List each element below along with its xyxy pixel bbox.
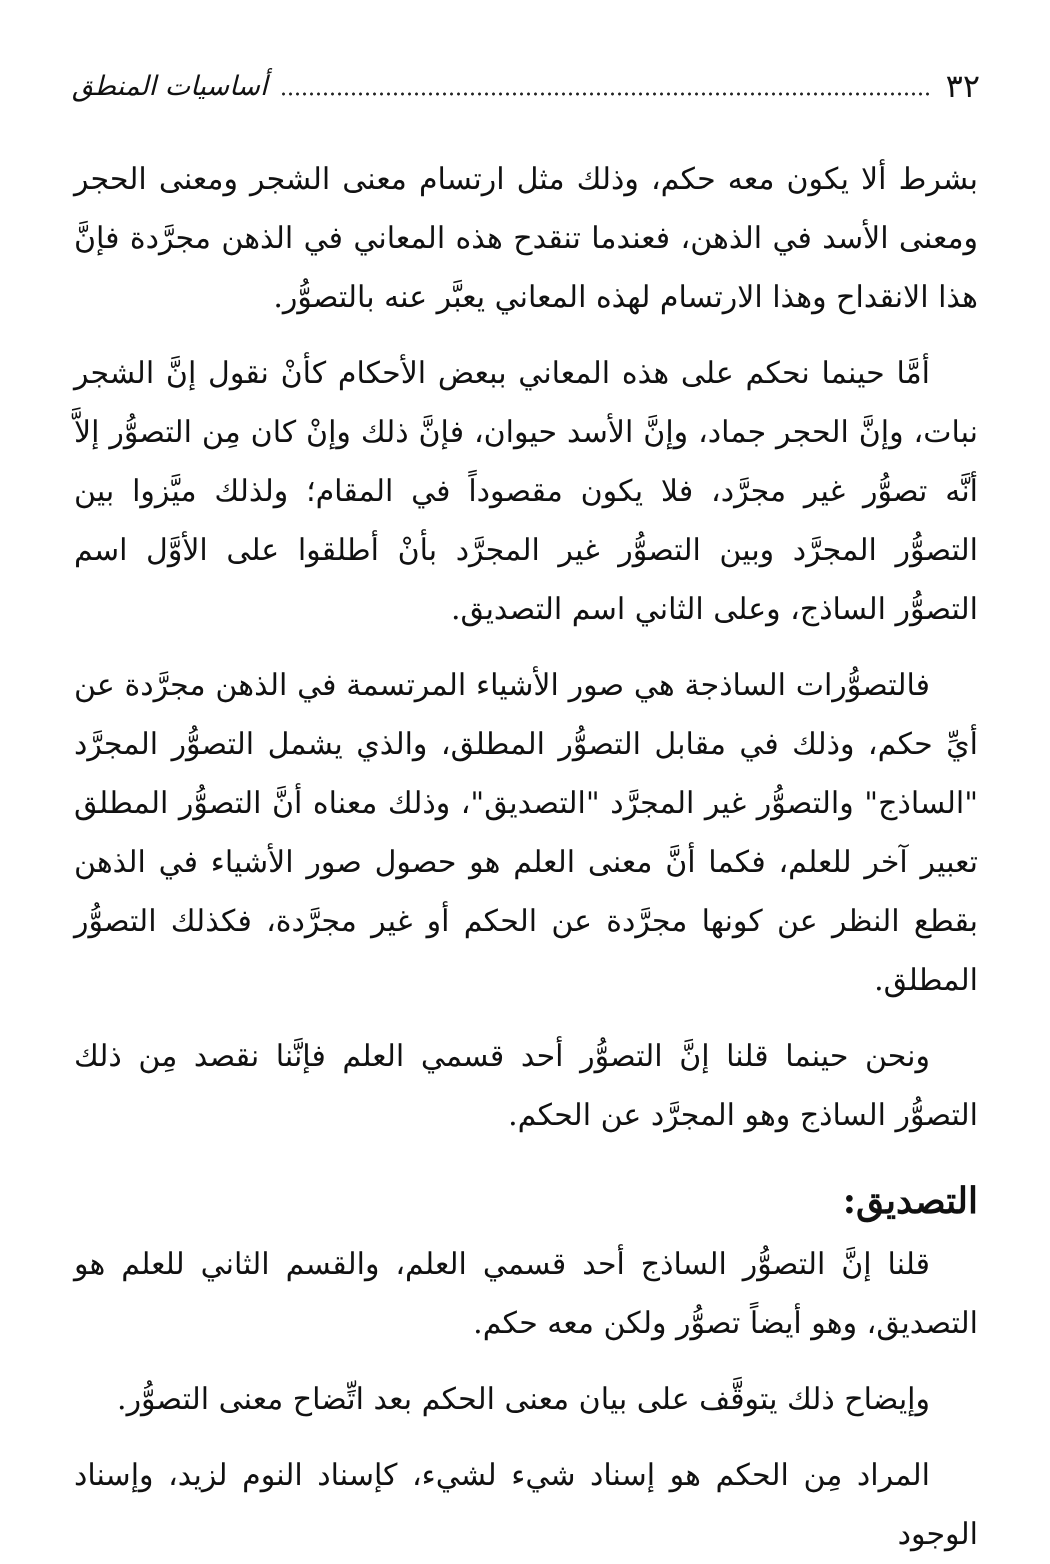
page-number: ٣٢	[945, 67, 980, 105]
paragraph-4: ونحن حينما قلنا إنَّ التصوُّر أحد قسمي العلم فإنَّنا نقصد مِن ذلك التصوُّر الساذج وهو المجرَّد عن الحكم.	[74, 1039, 978, 1133]
paragraph-5: قلنا إنَّ التصوُّر الساذج أحد قسمي العلم، والقسم الثاني للعلم هو التصديق، وهو أيضاً تصوُّر ولكن معه حكم.	[74, 1247, 978, 1341]
page-body	[74, 150, 978, 1564]
dotted-leader	[280, 75, 932, 97]
paragraph-1: بشرط ألا يكون معه حكم، وذلك مثل ارتسام معنى الشجر ومعنى الحجر ومعنى الأسد في الذهن، فعندما تنقدح هذه المعاني في الذهن مجرَّدة فإنَّ هذا الانقداح وهذا الارتسام لهذه المعاني يعبَّر عنه بالتصوُّر.	[74, 162, 979, 315]
paragraph-6: وإيضاح ذلك يتوقَّف على بيان معنى الحكم بعد اتِّضاح معنى التصوُّر.	[117, 1382, 930, 1417]
paragraph-2: أمَّا حينما نحكم على هذه المعاني ببعض الأحكام كأنْ نقول إنَّ الشجر نبات، وإنَّ الحجر جماد، وإنَّ الأسد حيوان، فإنَّ ذلك وإنْ كان مِن التصوُّر إلاَّ أنَّه تصوُّر غير مجرَّد، فلا يكون مقصوداً في المقام؛ ولذلك ميَّزوا بين التصوُّر المجرَّد وبين التصوُّر غير المجرَّد بأنْ أطلقوا على الأوَّل اسم التصوُّر الساذج، وعلى الثاني اسم التصديق.	[74, 356, 978, 627]
paragraph-7: المراد مِن الحكم هو إسناد شيء لشيء، كإسناد النوم لزيد، وإسناد الوجود	[74, 1458, 978, 1552]
book-title: أساسيات المنطق	[72, 70, 268, 102]
paragraph-3: فالتصوُّرات الساذجة هي صور الأشياء المرتسمة في الذهن مجرَّدة عن أيِّ حكم، وذلك في مقابل التصوُّر المطلق، والذي يشمل التصوُّر المجرَّد "الساذج" والتصوُّر غير المجرَّد "التصديق"، وذلك معناه أنَّ التصوُّر المطلق تعبير آخر للعلم، فكما أنَّ معنى العلم هو حصول صور الأشياء في الذهن بقطع النظر عن كونها مجرَّدة عن الحكم أو غير مجرَّدة، فكذلك التصوُّر المطلق.	[74, 668, 978, 998]
section-heading-tasdiq: التصديق:	[842, 1180, 978, 1222]
page-header	[72, 62, 980, 110]
